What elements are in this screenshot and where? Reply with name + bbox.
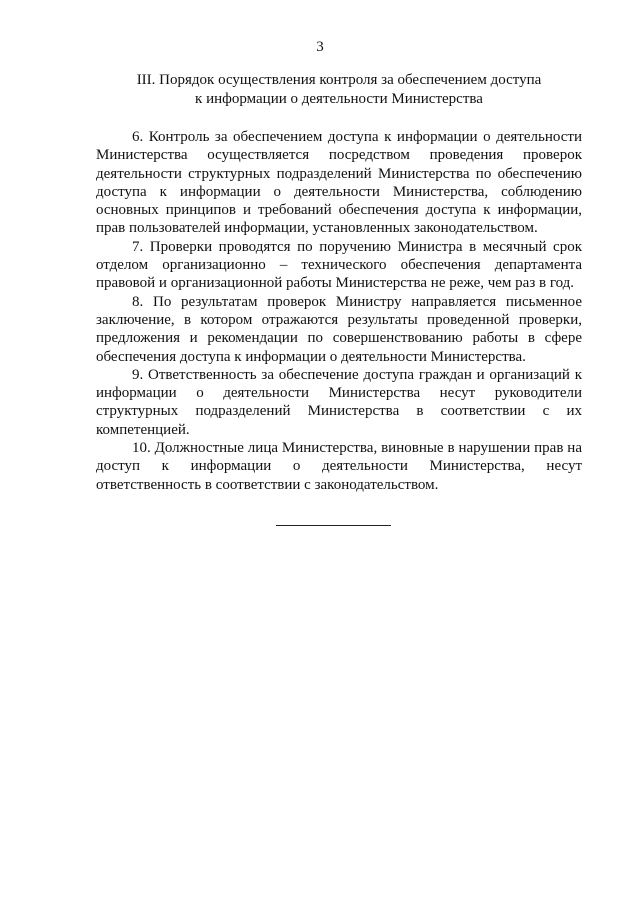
end-divider-line — [276, 525, 391, 526]
paragraph-10: 10. Должностные лица Министерства, виновные в нарушении прав на доступ к информации о деятельности Министерства, несут ответственность в соответствии с законодательством. — [96, 440, 582, 493]
page-number: 3 — [316, 39, 324, 55]
paragraph-7: 7. Проверки проводятся по поручению Министра в месячный срок отделом организационно – технического обеспечения департамента правовой и организационной работы Министерства не реже, чем раз в год. — [96, 238, 582, 292]
section-body — [96, 128, 582, 494]
section-title-line-2: к информации о деятельности Министерства — [195, 90, 483, 107]
section-title — [96, 71, 582, 108]
paragraph-8: 8. По результатам проверок Министру направляется письменное заключение, в котором отражаются результаты проведенной проверки, предложения и рекомендации по совершенствованию работы в сфере обеспечения доступа к информации о деятельности Министерства. — [96, 293, 582, 365]
paragraph-6: 6. Контроль за обеспечением доступа к информации о деятельности Министерства осуществляется посредством проведения проверок деятельности структурных подразделений Министерства по обеспечению доступа к информации о деятельности Министерства, соблюдению основных принципов и требований обеспечения доступа к информации, прав пользователей информации, установленных законодательством. — [96, 129, 582, 237]
paragraph-9: 9. Ответственность за обеспечение доступа граждан и организаций к информации о деятельности Министерства несут руководители структурных подразделений Министерства в соответствии с их компетенцией. — [96, 366, 582, 438]
section-title-line-1: III. Порядок осуществления контроля за обеспечением доступа — [136, 72, 542, 88]
